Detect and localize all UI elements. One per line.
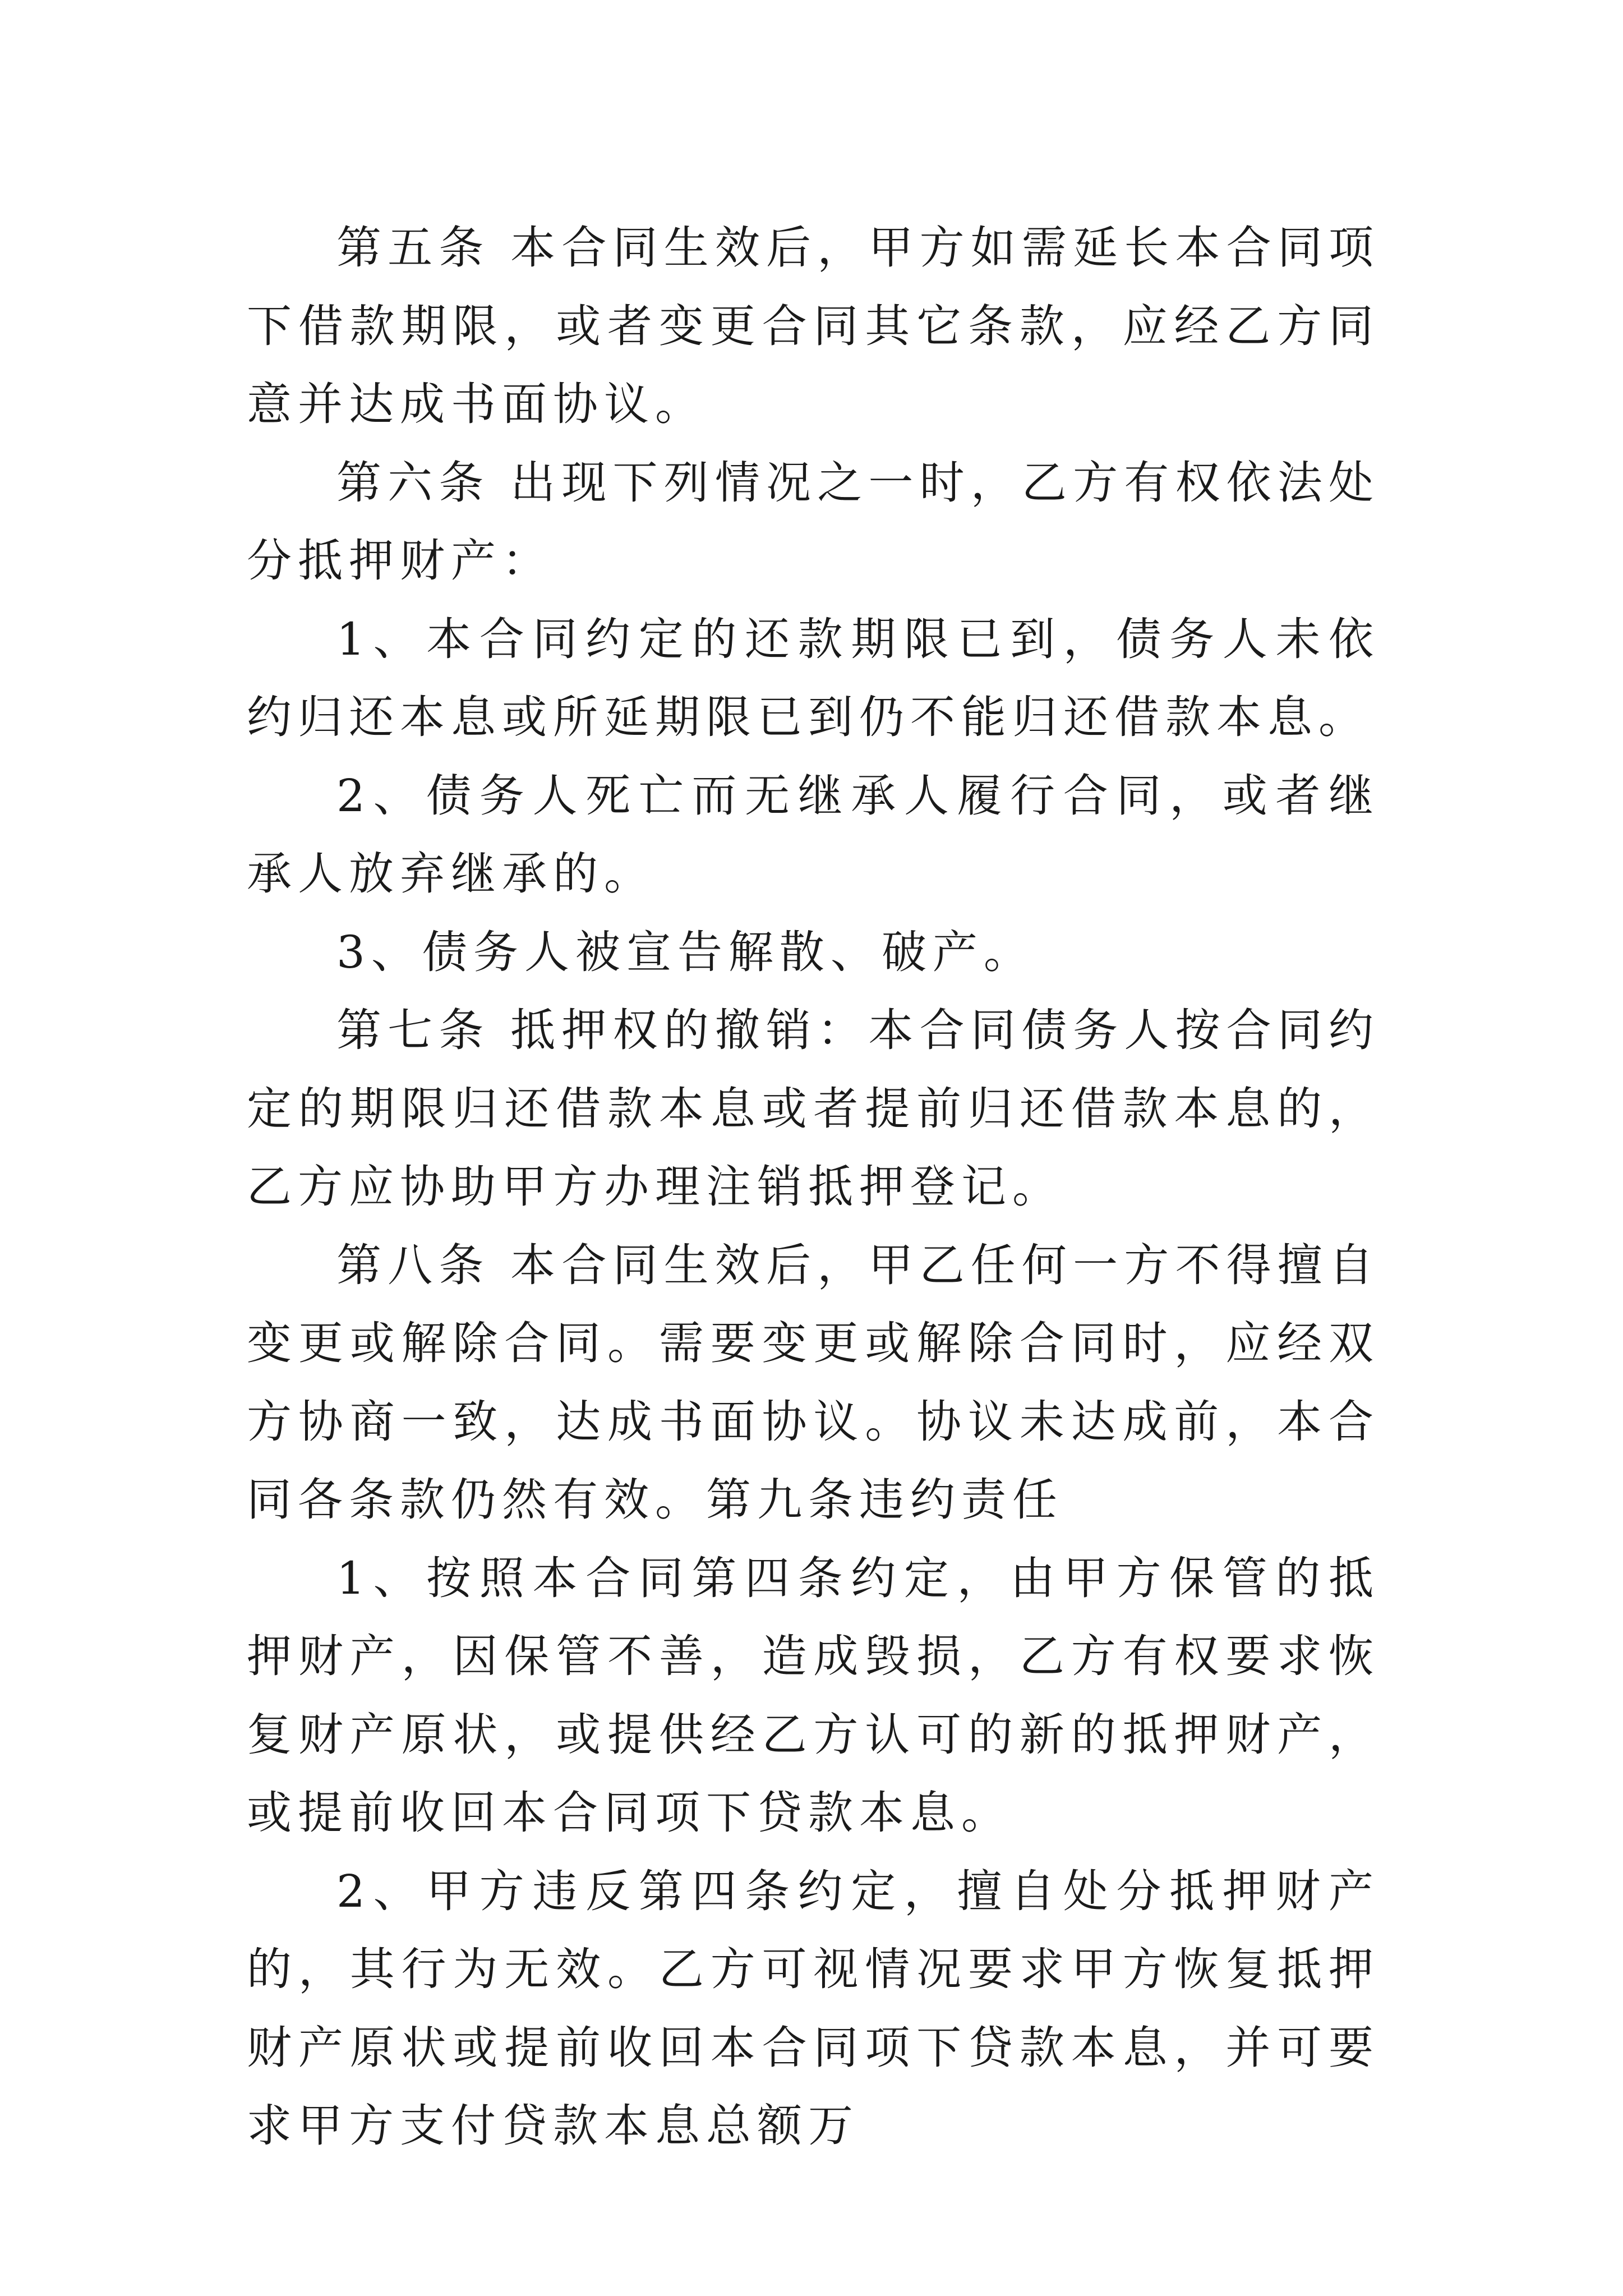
paragraph-article-9-item-1: 1、按照本合同第四条约定，由甲方保管的抵押财产，因保管不善，造成毁损，乙方有权要求恢复财产原状，或提供经乙方认可的新的抵押财产，或提前收回本合同项下贷款本息。 — [247, 1552, 1380, 1839]
document-body — [247, 209, 1380, 2165]
paragraph-article-6-item-1: 1、本合同约定的还款期限已到，债务人未依约归还本息或所延期限已到仍不能归还借款本息。 — [247, 613, 1380, 743]
paragraph-article-6: 第六条 出现下列情况之一时，乙方有权依法处分抵押财产： — [247, 456, 1380, 587]
paragraph-article-7: 第七条 抵押权的撤销：本合同债务人按合同约定的期限归还借款本息或者提前归还借款本息的，乙方应协助甲方办理注销抵押登记。 — [247, 1004, 1380, 1213]
paragraph-article-9-item-2: 2、甲方违反第四条约定，擅自处分抵押财产的，其行为无效。乙方可视情况要求甲方恢复抵押财产原状或提前收回本合同项下贷款本息，并可要求甲方支付贷款本息总额万 — [247, 1865, 1380, 2152]
paragraph-article-6-item-2: 2、债务人死亡而无继承人履行合同，或者继承人放弃继承的。 — [247, 769, 1380, 900]
paragraph-article-6-item-3: 3、债务人被宣告解散、破产。 — [336, 926, 1035, 978]
paragraph-article-5: 第五条 本合同生效后，甲方如需延长本合同项下借款期限，或者变更合同其它条款，应经乙方同意并达成书面协议。 — [247, 222, 1380, 430]
paragraph-article-8: 第八条 本合同生效后，甲乙任何一方不得擅自变更或解除合同。需要变更或解除合同时，应经双方协商一致，达成书面协议。协议未达成前，本合同各条款仍然有效。第九条违约责任 — [247, 1239, 1380, 1526]
